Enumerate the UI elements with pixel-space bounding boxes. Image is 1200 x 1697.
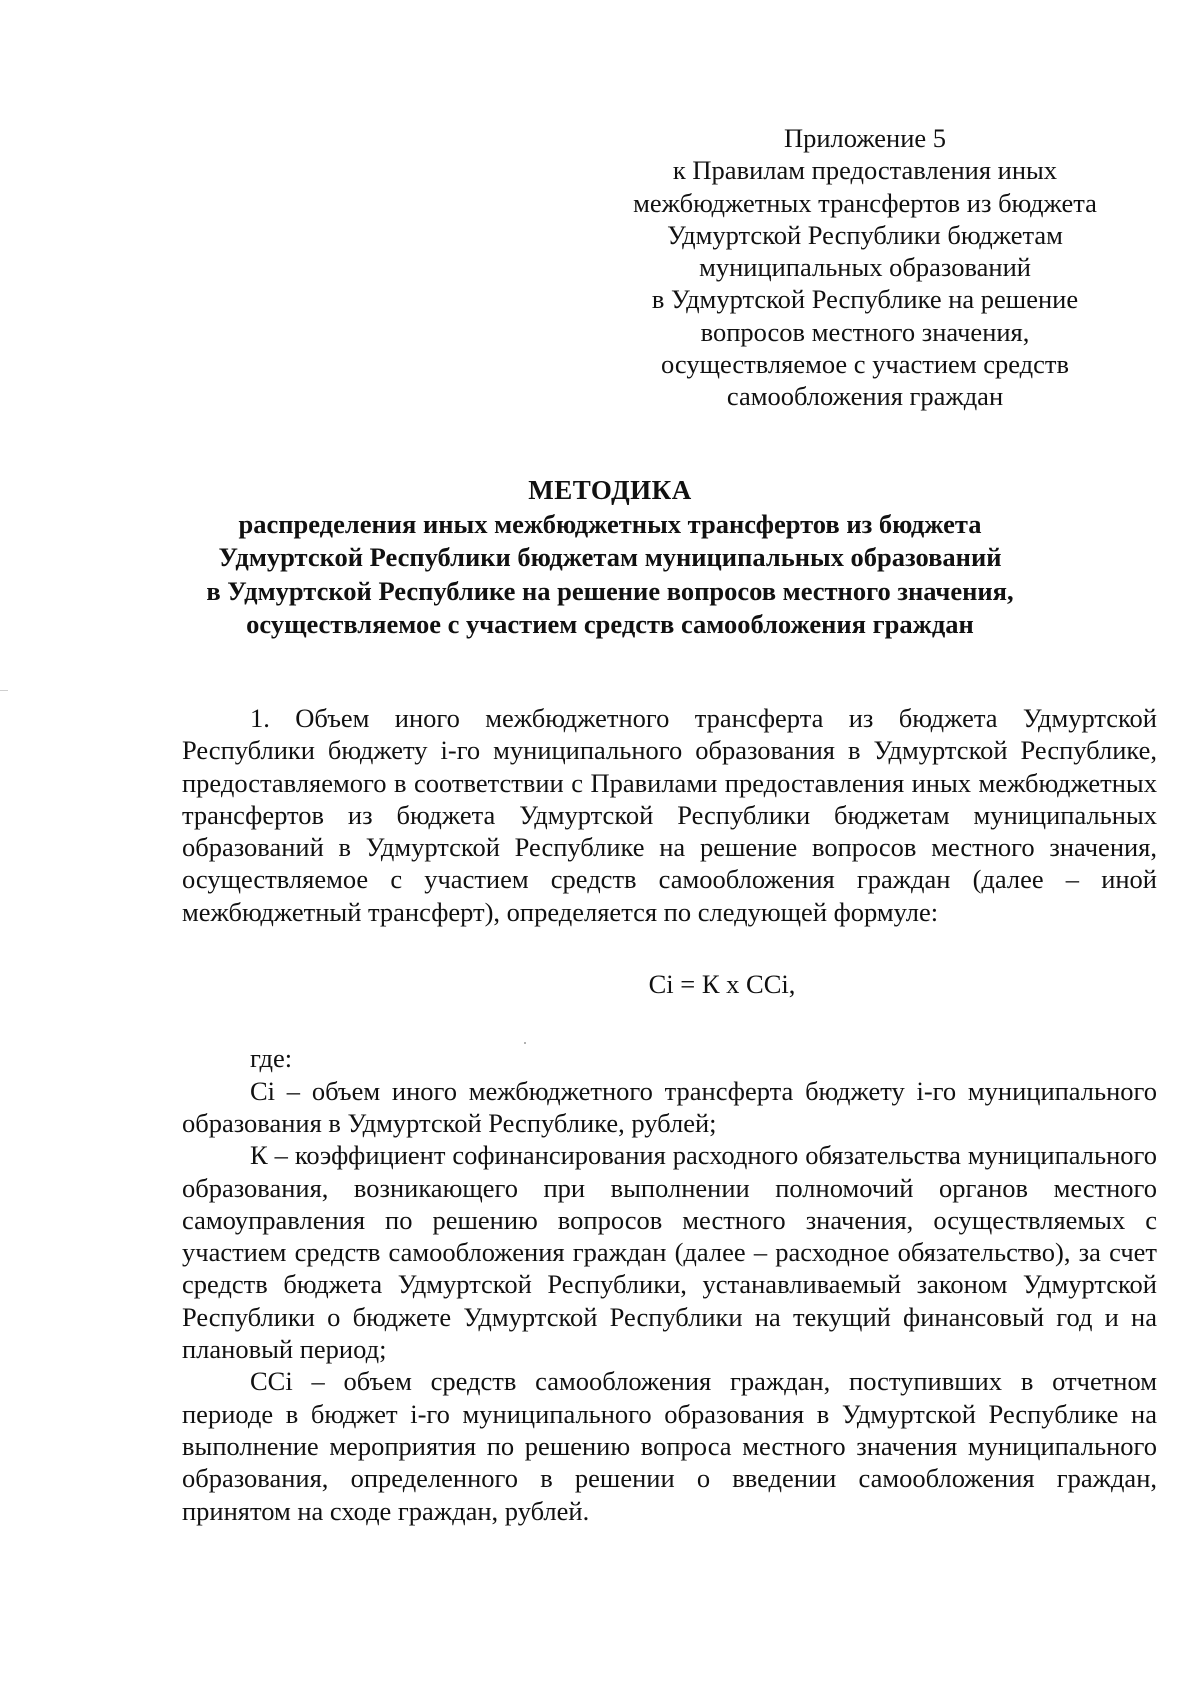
subtitle-line: в Удмуртской Республике на решение вопросов местного значения, (206, 575, 1014, 606)
definition-cci: ССi – объем средств самообложения граждан, поступивших в отчетном периоде в бюджет i-го муниципального образования в Удмуртской Республике на выполнение мероприятия по решению вопроса местного значения муниципального образования, определенного в решении о введении самообложения граждан, принятом на сходе граждан, рублей. (182, 1366, 1157, 1526)
appendix-line: в Удмуртской Республике на решение (651, 284, 1079, 315)
appendix-line: межбюджетных трансфертов из бюджета (633, 187, 1097, 218)
appendix-line: Приложение 5 (783, 123, 947, 153)
definition-k: К – коэффициент софинансирования расходного обязательства муниципального образования, возникающего при выполнении полномочий органов местного самоуправления по решению вопросов местного значения, осуществляемых с участием средств самообложения граждан (далее – расходное обязательство), за счет средств бюджета Удмуртской Республики, устанавливаемый законом Удмуртской Республики о бюджете Удмуртской Республики на текущий финансовый год и на плановый период; (182, 1140, 1157, 1365)
appendix-line: Удмуртской Республики бюджетам (667, 219, 1063, 250)
appendix-line: вопросов местного значения, (700, 316, 1030, 347)
formula: Ci = К х ССi, (648, 969, 796, 1000)
subtitle-line: Удмуртской Республики бюджетам муниципальных образований (218, 542, 1002, 572)
subtitle-line: осуществляемое с участием средств самообложения граждан (246, 609, 974, 639)
subtitle-line: распределения иных межбюджетных трансфертов из бюджета (238, 508, 982, 539)
definition-ci: Ci – объем иного межбюджетного трансферта бюджету i-го муниципального образования в Удмуртской Республике, рублей; (182, 1075, 1157, 1138)
paragraph-1: 1. Объем иного межбюджетного трансферта из бюджета Удмуртской Республики бюджету i-го муниципального образования в Удмуртской Республике, предоставляемого в соответствии с Правилами предоставления иных межбюджетных трансфертов из бюджета Удмуртской Республики бюджетам муниципальных образований в Удмуртской Республике на решение вопросов местного значения, осуществляемое с участием средств самообложения граждан (далее – иной межбюджетный трансферт), определяется по следующей формуле: (182, 703, 1157, 927)
scan-artifact (0, 690, 8, 691)
appendix-line: осуществляемое с участием средств (661, 349, 1069, 380)
document-body (182, 702, 1157, 1527)
appendix-line: самообложения граждан (726, 381, 1004, 412)
where-label: где: (250, 1043, 293, 1074)
appendix-line: к Правилам предоставления иных (672, 155, 1058, 186)
appendix-reference (600, 122, 1130, 413)
scan-artifact (524, 1042, 526, 1044)
main-title: МЕТОДИКА (528, 475, 692, 505)
document-title (160, 474, 1060, 642)
appendix-line: муниципальных образований (699, 252, 1031, 283)
